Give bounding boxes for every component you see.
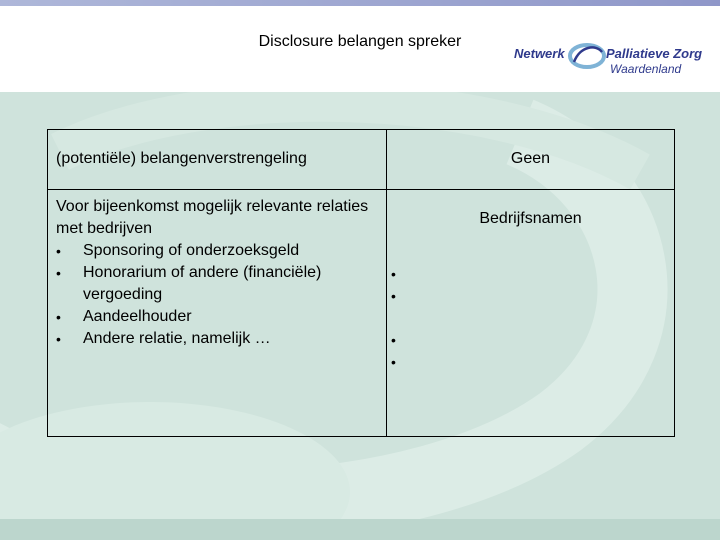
body-cell-left bbox=[56, 196, 382, 350]
table-column-divider bbox=[386, 130, 387, 437]
logo-word-sub: Waardenland bbox=[610, 62, 682, 76]
list-item: • Andere relatie, namelijk … bbox=[56, 328, 382, 350]
bullet-icon: • bbox=[56, 265, 61, 281]
slide-title-text: Disclosure belangen spreker bbox=[258, 33, 462, 50]
header-cell-right: Geen bbox=[510, 150, 551, 167]
bottom-band bbox=[0, 519, 720, 540]
relations-list bbox=[56, 240, 382, 350]
disclosure-table bbox=[47, 129, 675, 437]
logo bbox=[514, 38, 710, 78]
header-cell-left: (potentiële) belangenverstrengeling bbox=[56, 150, 307, 167]
bullet-icon: • bbox=[56, 309, 61, 325]
bullet-icon: • bbox=[391, 354, 396, 370]
empty-bullet-column bbox=[391, 263, 396, 373]
bullet-icon: • bbox=[391, 266, 396, 282]
table-row-divider bbox=[48, 189, 674, 190]
logo-word-left: Netwerk bbox=[514, 46, 565, 61]
body-cell-right: Bedrijfsnamen bbox=[479, 210, 582, 227]
bullet-icon: • bbox=[391, 332, 396, 348]
list-item: • Honorarium of andere (financiële) vergoeding bbox=[56, 264, 322, 303]
bullet-icon: • bbox=[391, 288, 396, 304]
bullet-spacer bbox=[391, 307, 396, 329]
logo-word-right: Palliatieve Zorg bbox=[606, 46, 703, 61]
list-item: • Sponsoring of onderzoeksgeld bbox=[56, 240, 382, 262]
bullet-icon: • bbox=[56, 331, 61, 347]
relations-intro: Voor bijeenkomst mogelijk relevante relaties met bedrijven bbox=[56, 198, 369, 237]
list-item: • Aandeelhouder bbox=[56, 306, 382, 328]
bullet-icon: • bbox=[56, 243, 61, 259]
logo-swirl-icon bbox=[566, 38, 608, 74]
